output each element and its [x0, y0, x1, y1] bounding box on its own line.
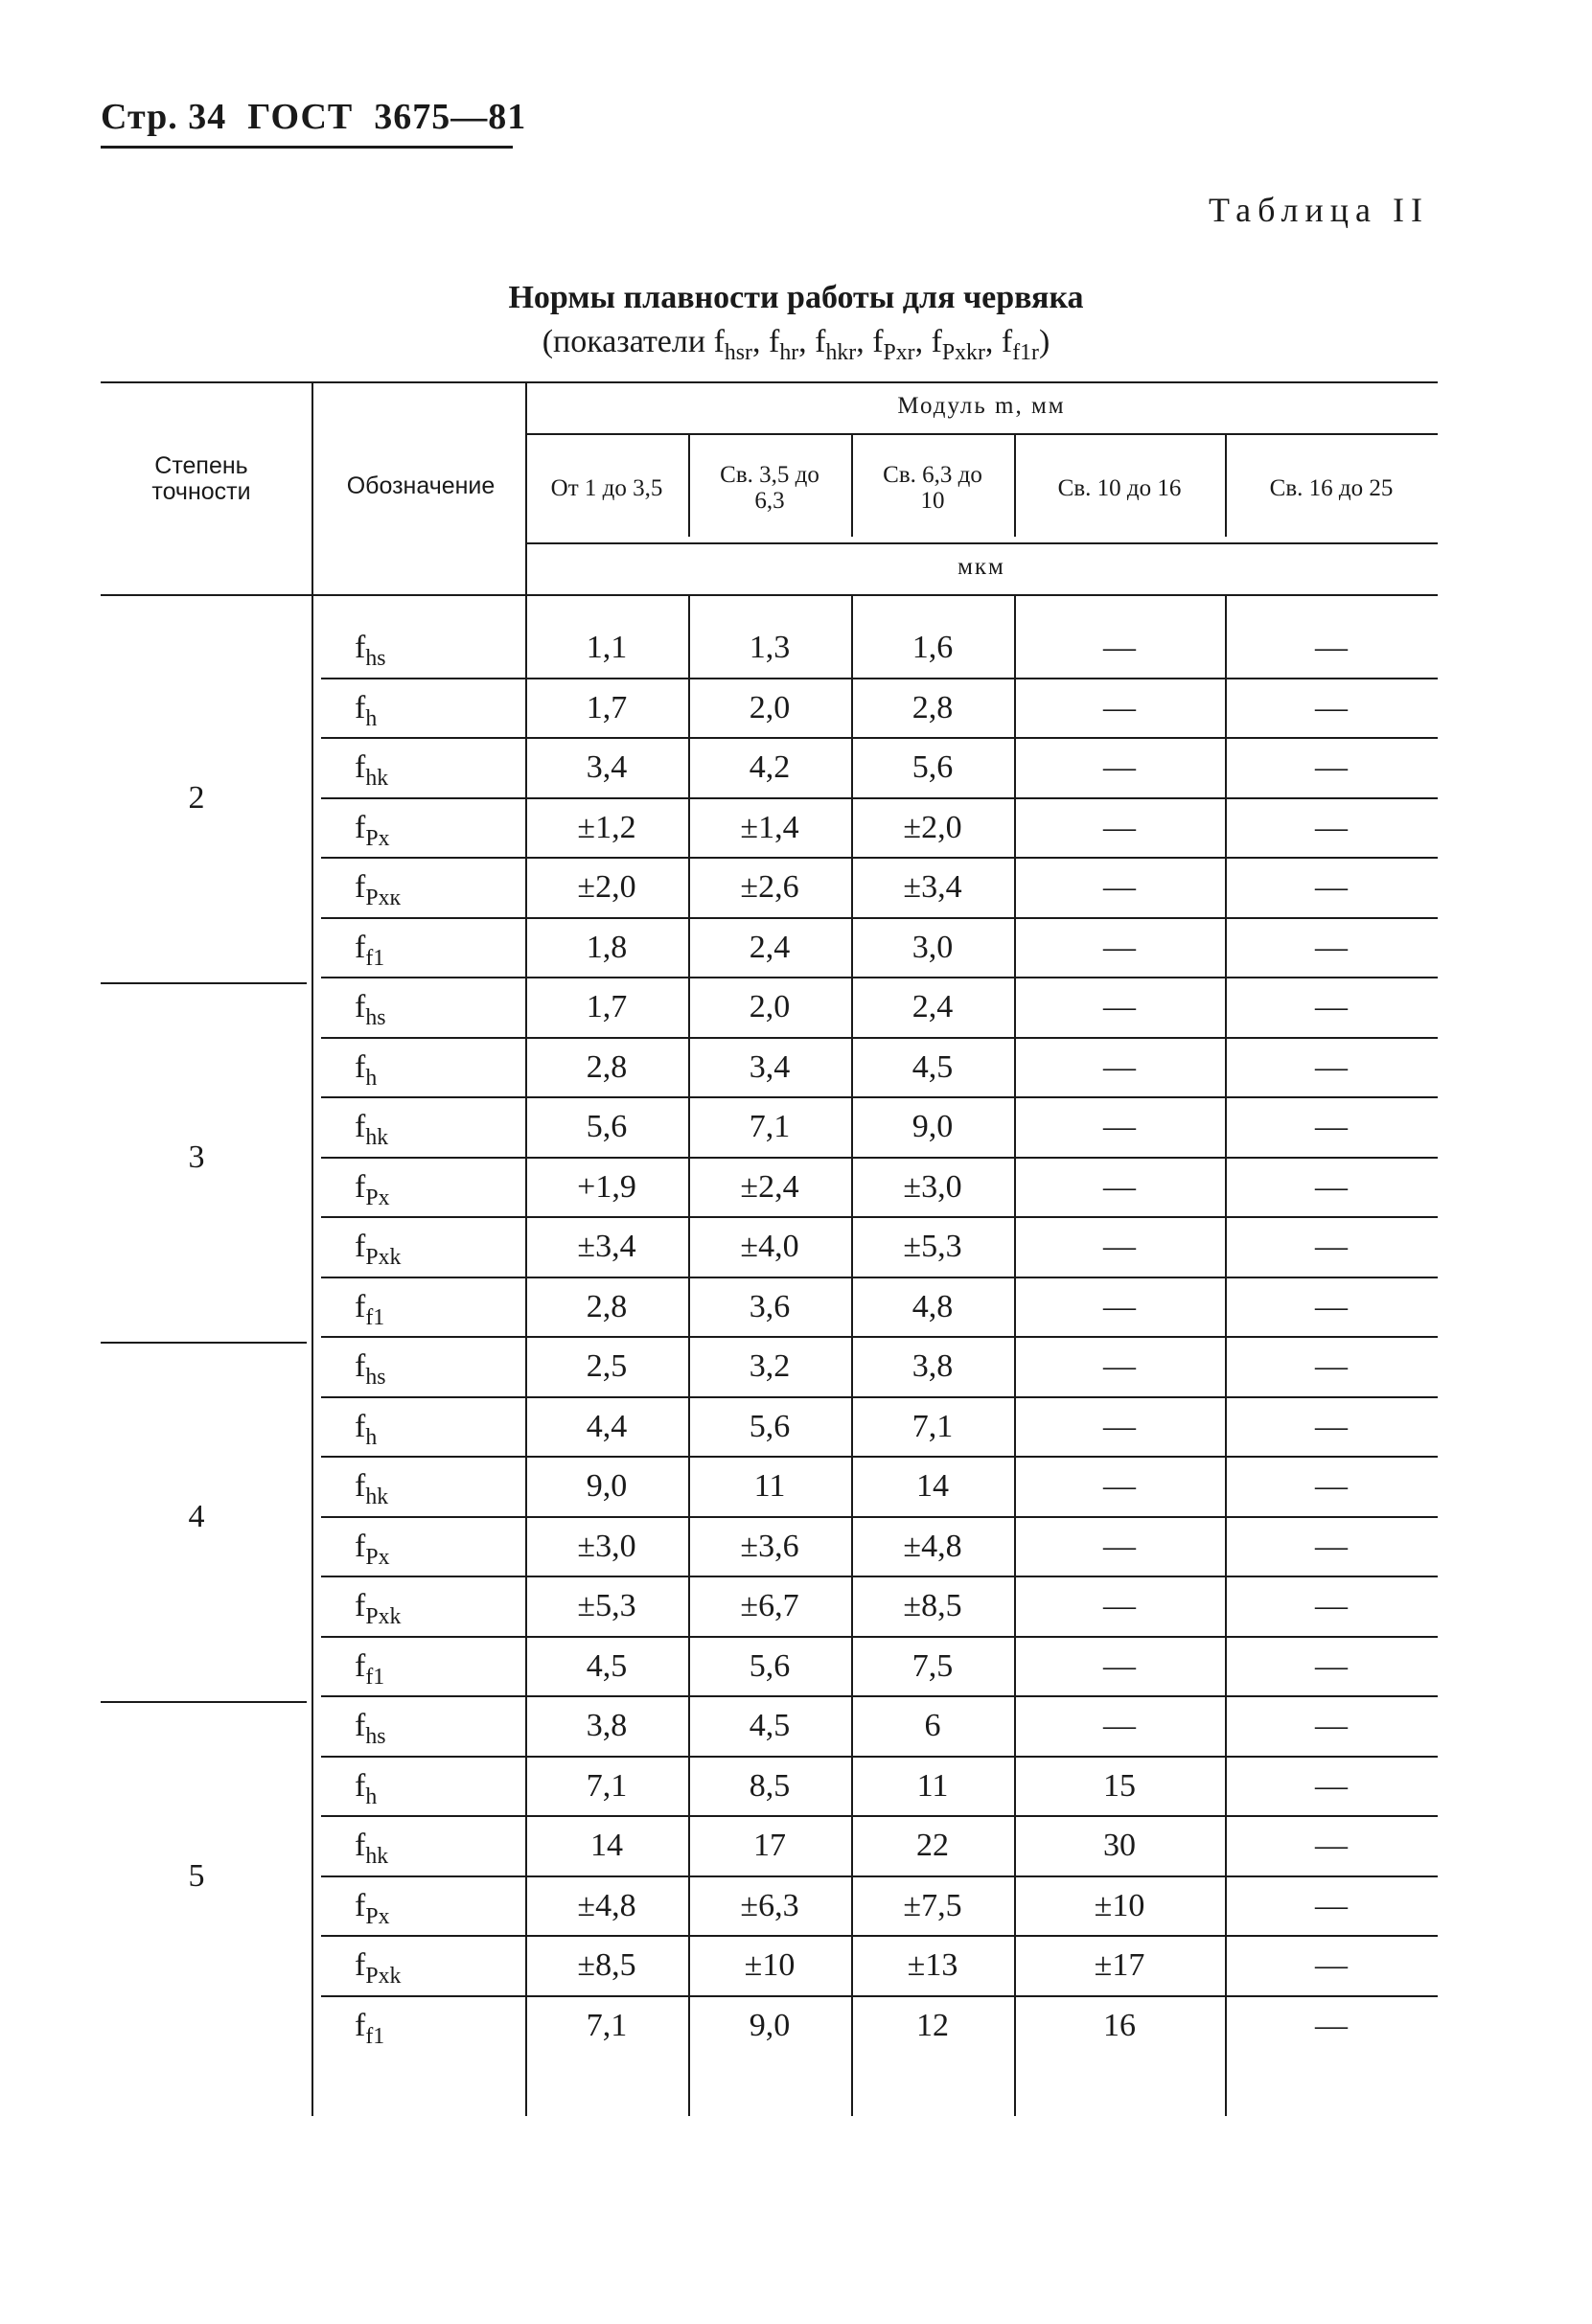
table-cell: 4,5	[911, 1048, 954, 1085]
table-cell: 1,7	[586, 989, 628, 1024]
group-rule	[101, 982, 307, 984]
table-cell: ±6,7	[740, 1588, 799, 1623]
table-cell: —	[1103, 1468, 1136, 1504]
table-cell: ±2,0	[577, 869, 636, 905]
row-rule	[321, 1157, 1438, 1159]
designation-symbol: $f_{hk}$	[355, 1468, 389, 1509]
header-grade: Степень точности	[151, 452, 251, 505]
indicator-symbol: $f_{Pxkr}$	[931, 324, 985, 365]
table-cell: ±3,0	[577, 1528, 636, 1564]
table-cell: —	[1103, 630, 1136, 665]
table-cell: —	[1103, 1408, 1136, 1444]
table-cell: 14	[590, 1828, 623, 1863]
table-cell: ±1,4	[740, 809, 799, 845]
table-cell: ±4,8	[577, 1887, 636, 1923]
designation-symbol: $f_{Pxk}$	[355, 1588, 402, 1629]
table-cell: —	[1315, 1708, 1348, 1743]
standard-number: 3675—81	[374, 97, 527, 137]
table-cell: 7,1	[749, 1109, 791, 1144]
table-cell: 7,1	[586, 1767, 628, 1804]
table-cell: 3,0	[911, 929, 954, 965]
table-cell: ±2,0	[903, 809, 962, 845]
table-cell: ±10	[1094, 1887, 1145, 1923]
grade-value: 2	[188, 779, 205, 816]
table-cell: —	[1315, 989, 1348, 1024]
row-rule	[321, 797, 1438, 799]
designation-symbol: $f_h$	[355, 1048, 378, 1091]
table-cell: —	[1315, 1528, 1348, 1564]
table-cell: 3,8	[911, 1348, 954, 1384]
header-unit: мкм	[958, 554, 1005, 580]
row-rule	[321, 1576, 1438, 1577]
designation-symbol: $f_{hk}$	[355, 749, 389, 791]
table-cell: —	[1103, 1647, 1136, 1684]
table-cell: ±8,5	[577, 1947, 636, 1983]
header-designation: Обозначение	[346, 472, 496, 499]
table-cell: —	[1315, 630, 1348, 665]
table-cell: 2,8	[911, 689, 954, 725]
table-cell: 6	[924, 1708, 941, 1743]
table-cell: 11	[753, 1468, 786, 1504]
table-cell: 3,6	[749, 1288, 791, 1324]
table-rule	[101, 594, 1438, 596]
indicator-symbol: $f_{hsr}$	[713, 324, 752, 365]
table-cell: —	[1315, 1168, 1348, 1205]
designation-symbol: $f_{Px}$	[355, 1887, 390, 1929]
indicator-symbol: $f_{Pxr}$	[872, 324, 915, 365]
table-cell: —	[1315, 1288, 1348, 1324]
table-cell: —	[1103, 929, 1136, 965]
group-rule	[101, 1342, 307, 1344]
group-rule	[101, 1701, 307, 1703]
designation-symbol: $f_{hs}$	[355, 1348, 386, 1390]
table-cell: —	[1315, 1588, 1348, 1623]
table-cell: 2,4	[911, 989, 954, 1024]
row-rule	[321, 1995, 1438, 1997]
table-cell: —	[1103, 1348, 1136, 1384]
column-rule	[311, 594, 313, 2116]
table-subtitle: (показатели $f_{hsr}$, $f_{hr}$, $f_{hkr}$, $f_{Pxr}$, $f_{Pxkr}$, $f_{f1r}$)	[542, 324, 1050, 365]
table-cell: 16	[1103, 2007, 1136, 2043]
indicator-symbol: $f_{f1r}$	[1001, 324, 1039, 365]
table-cell: ±8,5	[903, 1588, 962, 1623]
grade-value: 5	[188, 1857, 205, 1894]
table-cell: —	[1103, 809, 1136, 845]
designation-symbol: $f_{hs}$	[355, 1708, 386, 1749]
table-cell: ±3,4	[903, 869, 962, 905]
header-range: Св. 3,5 до 6,3	[720, 462, 819, 514]
table-cell: 1,6	[911, 630, 954, 665]
header-range: От 1 до 3,5	[550, 475, 663, 501]
table-cell: —	[1315, 1109, 1348, 1144]
row-rule	[321, 917, 1438, 919]
table-cell: 1,3	[749, 630, 791, 665]
page-header	[101, 96, 526, 138]
table-cell: —	[1315, 1408, 1348, 1444]
designation-symbol: $f_{Px}$	[355, 809, 390, 851]
header-range: Св. 16 до 25	[1269, 475, 1394, 501]
table-cell: —	[1315, 689, 1348, 725]
row-rule	[321, 1216, 1438, 1218]
table-cell: —	[1315, 1348, 1348, 1384]
table-cell: 4,2	[749, 749, 791, 785]
table-cell: ±3,4	[577, 1229, 636, 1264]
table-cell: 5,6	[749, 1408, 791, 1444]
table-cell: —	[1315, 1767, 1348, 1804]
table-cell: 1,8	[586, 929, 628, 965]
table-cell: —	[1103, 1109, 1136, 1144]
designation-symbol: $f_{Px}$	[355, 1528, 390, 1570]
table-cell: 4,5	[586, 1647, 628, 1684]
header-range: Св. 10 до 16	[1057, 475, 1182, 501]
table-cell: ±1,2	[577, 809, 636, 845]
table-cell: 9,0	[749, 2007, 791, 2043]
table-cell: 5,6	[911, 749, 954, 785]
designation-symbol: $f_h$	[355, 1767, 378, 1809]
table-cell: 22	[916, 1828, 949, 1863]
table-cell: ±5,3	[903, 1229, 962, 1264]
table-cell: 2,8	[586, 1288, 628, 1324]
table-cell: 3,4	[749, 1048, 791, 1085]
table-cell: 9,0	[586, 1468, 628, 1504]
table-cell: 5,6	[586, 1109, 628, 1144]
table-cell: 14	[916, 1468, 949, 1504]
header-module: Модуль m, мм	[897, 393, 1066, 419]
row-rule	[321, 1636, 1438, 1638]
designation-symbol: $f_{Pxk}$	[355, 1947, 402, 1989]
designation-symbol: $f_{Pxk}$	[355, 1229, 402, 1270]
table-cell: 17	[753, 1828, 786, 1863]
table-cell: —	[1315, 929, 1348, 965]
table-cell: —	[1315, 1048, 1348, 1085]
table-cell: —	[1315, 2007, 1348, 2043]
row-rule	[321, 1756, 1438, 1758]
table-cell: 9,0	[911, 1109, 954, 1144]
table-cell: 7,5	[911, 1647, 954, 1684]
table-cell: —	[1315, 1229, 1348, 1264]
designation-symbol: $f_{hk}$	[355, 1109, 389, 1150]
table-cell: 3,2	[749, 1348, 791, 1384]
table-rule	[525, 542, 1438, 544]
table-cell: —	[1103, 689, 1136, 725]
table-cell: 2,5	[586, 1348, 628, 1384]
table-cell: +1,9	[577, 1168, 636, 1205]
table-rule	[101, 381, 1438, 383]
designation-symbol: $f_h$	[355, 689, 378, 731]
designation-symbol: $f_{f1}$	[355, 929, 385, 971]
table-cell: 30	[1103, 1828, 1136, 1863]
table-cell: ±2,6	[740, 869, 799, 905]
table-cell: 2,4	[749, 929, 791, 965]
row-rule	[321, 1695, 1438, 1697]
table-cell: ±3,0	[903, 1168, 962, 1205]
table-cell: 12	[916, 2007, 949, 2043]
indicator-symbol: $f_{hkr}$	[815, 324, 857, 365]
table-cell: 2,0	[749, 989, 791, 1024]
table-cell: ±3,6	[740, 1528, 799, 1564]
designation-symbol: $f_{Pxк}$	[355, 869, 402, 910]
table-cell: 2,8	[586, 1048, 628, 1085]
table-cell: 2,0	[749, 689, 791, 725]
row-rule	[321, 1336, 1438, 1338]
designation-symbol: $f_{hs}$	[355, 630, 386, 671]
table-cell: —	[1103, 1588, 1136, 1623]
row-rule	[321, 1875, 1438, 1877]
table-cell: 4,5	[749, 1708, 791, 1743]
row-rule	[321, 977, 1438, 978]
grade-value: 4	[188, 1498, 205, 1534]
page-number: Стр. 34	[101, 97, 227, 137]
table-cell: 11	[916, 1767, 949, 1804]
table-cell: ±17	[1094, 1947, 1145, 1983]
grade-value: 3	[188, 1139, 205, 1175]
table-cell: —	[1103, 1048, 1136, 1085]
table-cell: 5,6	[749, 1647, 791, 1684]
designation-symbol: $f_h$	[355, 1408, 378, 1450]
table-cell: —	[1103, 1708, 1136, 1743]
table-cell: 1,7	[586, 689, 628, 725]
table-cell: 7,1	[911, 1408, 954, 1444]
table-cell: —	[1315, 1468, 1348, 1504]
table-cell: 15	[1103, 1767, 1136, 1804]
table-cell: —	[1103, 1229, 1136, 1264]
table-cell: ±7,5	[903, 1887, 962, 1923]
row-rule	[321, 1815, 1438, 1817]
designation-symbol: $f_{Px}$	[355, 1168, 390, 1210]
header-rule	[101, 146, 513, 149]
row-rule	[321, 1277, 1438, 1278]
row-rule	[321, 737, 1438, 739]
table-cell: —	[1103, 869, 1136, 905]
indicator-symbol: $f_{hr}$	[768, 324, 799, 365]
table-cell: —	[1315, 869, 1348, 905]
designation-symbol: $f_{hs}$	[355, 989, 386, 1030]
table-cell: —	[1315, 1828, 1348, 1863]
table-cell: —	[1103, 1288, 1136, 1324]
table-cell: —	[1315, 749, 1348, 785]
table-cell: —	[1315, 1647, 1348, 1684]
table-cell: —	[1315, 1947, 1348, 1983]
table-cell: —	[1103, 749, 1136, 785]
table-cell: 4,8	[911, 1288, 954, 1324]
table-cell: ±2,4	[740, 1168, 799, 1205]
table-label: Таблица II	[1209, 191, 1429, 229]
row-rule	[321, 1096, 1438, 1098]
row-rule	[321, 1456, 1438, 1458]
designation-symbol: $f_{f1}$	[355, 2007, 385, 2049]
row-rule	[321, 1516, 1438, 1518]
table-cell: 3,8	[586, 1708, 628, 1743]
table-cell: ±4,8	[903, 1528, 962, 1564]
designation-symbol: $f_{f1}$	[355, 1647, 385, 1690]
table-cell: 8,5	[749, 1767, 791, 1804]
table-cell: —	[1103, 1168, 1136, 1205]
table-cell: —	[1315, 809, 1348, 845]
table-cell: —	[1315, 1887, 1348, 1923]
table-cell: —	[1103, 989, 1136, 1024]
header-range: Св. 6,3 до 10	[883, 462, 982, 514]
standard-name: ГОСТ	[247, 97, 354, 137]
table-cell: 3,4	[586, 749, 628, 785]
designation-symbol: $f_{f1}$	[355, 1288, 385, 1330]
row-rule	[321, 1037, 1438, 1039]
row-rule	[321, 1396, 1438, 1398]
row-rule	[321, 1935, 1438, 1937]
table-cell: ±10	[744, 1947, 796, 1983]
table-cell: ±5,3	[577, 1588, 636, 1623]
table-cell: 4,4	[586, 1408, 628, 1444]
row-rule	[321, 857, 1438, 859]
table-cell: ±4,0	[740, 1229, 799, 1264]
table-rule	[525, 433, 1438, 435]
table-cell: ±13	[907, 1947, 958, 1983]
table-cell: 1,1	[586, 630, 628, 665]
table-cell: ±6,3	[740, 1887, 799, 1923]
row-rule	[321, 678, 1438, 679]
table-cell: 7,1	[586, 2007, 628, 2043]
designation-symbol: $f_{hk}$	[355, 1828, 389, 1869]
column-rule	[311, 383, 313, 594]
table-cell: —	[1103, 1528, 1136, 1564]
table-title: Нормы плавности работы для червяка	[508, 280, 1084, 315]
